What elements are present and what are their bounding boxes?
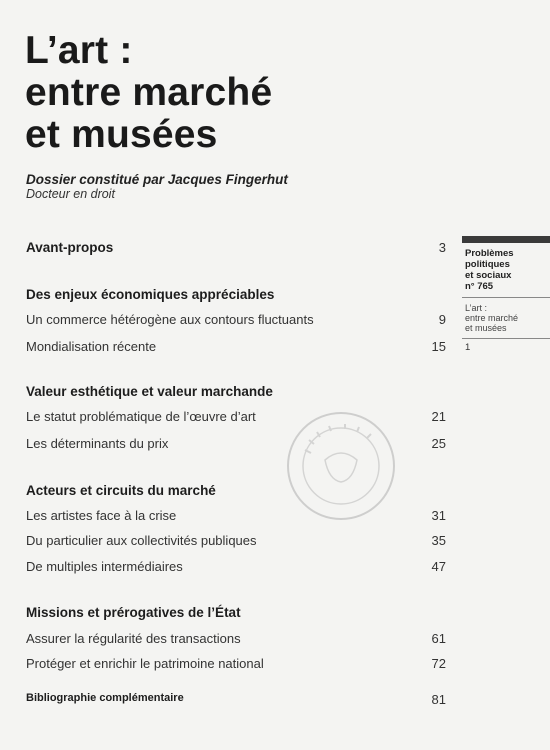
toc-label: Missions et prérogatives de l’État <box>26 605 241 620</box>
toc-label: Bibliographie complémentaire <box>26 692 184 704</box>
toc-entry <box>26 312 446 330</box>
toc-page-number: 9 <box>438 312 446 327</box>
toc-heading <box>26 287 446 305</box>
toc-label: Protéger et enrichir le patrimoine national <box>26 656 264 671</box>
toc-page-number: 35 <box>431 533 446 548</box>
sidebar-subject: L’art : entre marché et musées <box>465 303 519 333</box>
toc-entry <box>26 533 446 551</box>
toc-entry <box>26 339 446 357</box>
toc-label: Le statut problématique de l’œuvre d’art <box>26 409 256 424</box>
toc-label: Les déterminants du prix <box>26 436 169 451</box>
series-sidebar <box>462 236 550 353</box>
toc-entry <box>26 559 446 577</box>
toc-page-number: 21 <box>431 409 446 424</box>
toc-label: Assurer la régularité des transactions <box>26 631 241 646</box>
toc-page-number: 25 <box>431 436 446 451</box>
toc-page-number: 72 <box>431 656 446 671</box>
toc-label: Un commerce hétérogène aux contours fluctuants <box>26 312 314 327</box>
toc-page-number: 61 <box>431 631 446 646</box>
toc-label: Du particulier aux collectivités publiques <box>26 533 257 548</box>
toc-label: Mondialisation récente <box>26 339 157 354</box>
toc-label: Les artistes face à la crise <box>26 508 177 523</box>
title-line: entre marché <box>25 71 273 114</box>
toc-heading <box>26 605 446 623</box>
toc-label: Des enjeux économiques appréciables <box>26 287 275 302</box>
author-title: Docteur en droit <box>26 187 115 201</box>
toc-label: De multiples intermédiaires <box>26 559 183 574</box>
author-line: Dossier constitué par Jacques Fingerhut <box>26 172 288 187</box>
toc-heading <box>26 384 446 402</box>
toc-heading <box>26 692 446 710</box>
toc-label: Acteurs et circuits du marché <box>26 483 216 498</box>
sidebar-bar <box>462 236 550 243</box>
toc-entry <box>26 656 446 674</box>
toc-page-number: 31 <box>431 508 446 523</box>
title-line: L’art : <box>25 29 133 72</box>
toc-page-number: 81 <box>431 692 446 707</box>
series-name: Problèmes politiques et sociaux n° 765 <box>465 248 514 292</box>
toc-label: Avant-propos <box>26 240 114 255</box>
toc-label: Valeur esthétique et valeur marchande <box>26 384 273 399</box>
toc-heading <box>26 240 446 258</box>
toc-page-number: 47 <box>431 559 446 574</box>
title-line: et musées <box>25 113 218 156</box>
toc-page-number: 3 <box>438 240 446 255</box>
sidebar-divider <box>462 297 550 298</box>
library-stamp-icon <box>285 410 397 522</box>
document-title <box>25 30 272 156</box>
toc-entry <box>26 631 446 649</box>
sidebar-page-number: 1 <box>462 338 550 353</box>
toc-page-number: 15 <box>431 339 446 354</box>
